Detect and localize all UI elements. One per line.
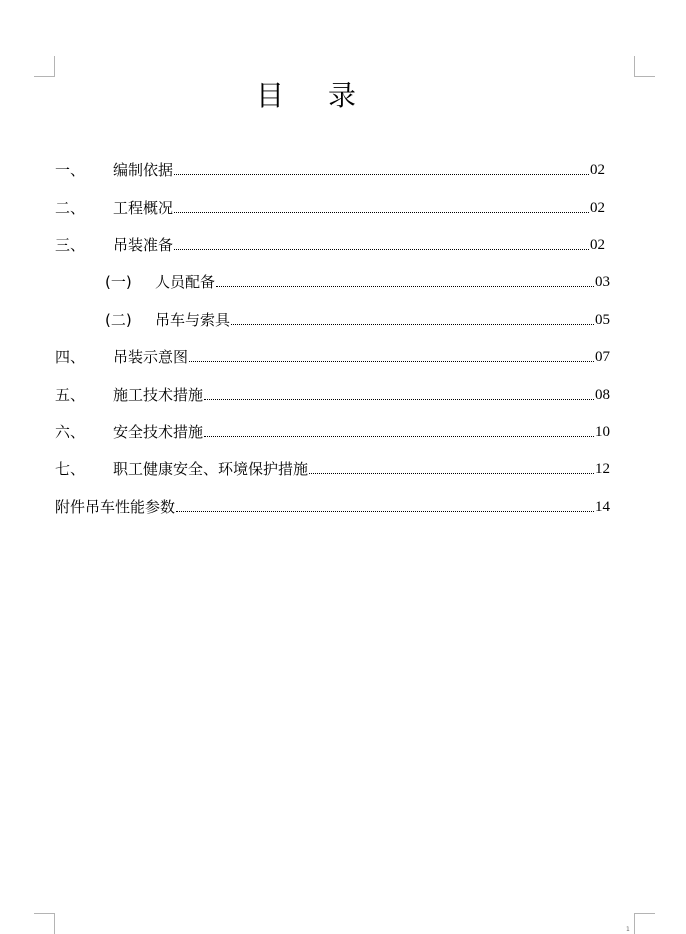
- toc-entry-page: 10: [595, 424, 610, 440]
- toc-entry-title: 吊装示意图: [113, 348, 189, 366]
- toc-dot-leader: [204, 422, 594, 442]
- toc-entry[interactable]: [55, 233, 605, 255]
- toc-dot-leader: [204, 385, 594, 405]
- toc-entry-title: 吊装准备: [113, 236, 174, 254]
- toc-entry[interactable]: [55, 158, 605, 180]
- toc-entry-number: 三、: [55, 236, 86, 254]
- toc-entry-number: 五、: [55, 386, 86, 404]
- toc-entry-page: 08: [595, 387, 610, 403]
- toc-dot-leader: [309, 459, 594, 479]
- page-title: [0, 74, 612, 114]
- toc-entry-page: 02: [590, 162, 605, 178]
- toc-entry-number: (一): [105, 273, 132, 291]
- title-char-2: 录: [328, 79, 357, 112]
- toc-entry-page: 12: [595, 461, 610, 477]
- page-number-mark: 1: [626, 926, 630, 933]
- toc-entry[interactable]: [55, 383, 610, 405]
- toc-entry[interactable]: [55, 457, 610, 479]
- crop-mark-bottom-left: [34, 913, 55, 934]
- toc-entry[interactable]: [55, 196, 605, 218]
- toc-entry-title: 工程概况: [113, 199, 174, 217]
- crop-mark-top-right: [634, 56, 655, 77]
- toc-entry-page: 03: [595, 274, 610, 290]
- toc-entry-title: 人员配备: [155, 273, 216, 291]
- toc-entry-title: 吊车与索具: [155, 311, 231, 329]
- toc-dot-leader: [174, 198, 589, 218]
- toc-entry-number: 二、: [55, 199, 86, 217]
- toc-appendix-entry[interactable]: [55, 495, 610, 517]
- toc-subentry[interactable]: [105, 270, 610, 292]
- toc-subentry[interactable]: [105, 308, 610, 330]
- toc-entry[interactable]: [55, 345, 610, 367]
- toc-dot-leader: [174, 160, 589, 180]
- toc-entry-title: 附件吊车性能参数: [55, 498, 176, 516]
- toc-entry-number: 七、: [55, 460, 86, 478]
- toc-entry-number: 四、: [55, 348, 86, 366]
- title-char-1: 目: [255, 79, 284, 112]
- toc-dot-leader: [176, 497, 594, 517]
- toc-entry-number: 六、: [55, 423, 86, 441]
- toc-dot-leader: [174, 235, 589, 255]
- toc-entry-title: 施工技术措施: [113, 386, 204, 404]
- toc-entry-title: 编制依据: [113, 161, 174, 179]
- toc-entry-number: 一、: [55, 161, 86, 179]
- toc-entry-title: 安全技术措施: [113, 423, 204, 441]
- toc-entry-page: 05: [595, 312, 610, 328]
- toc-entry-page: 02: [590, 200, 605, 216]
- toc-dot-leader: [189, 347, 594, 367]
- toc-entry-page: 02: [590, 237, 605, 253]
- crop-mark-bottom-right: [634, 913, 655, 934]
- toc-dot-leader: [216, 272, 594, 292]
- toc-entry-title: 职工健康安全、环境保护措施: [113, 460, 309, 478]
- toc-entry-page: 07: [595, 349, 610, 365]
- toc-dot-leader: [231, 310, 594, 330]
- toc-entry-number: (二): [105, 311, 132, 329]
- toc-entry[interactable]: [55, 420, 610, 442]
- toc-entry-page: 14: [595, 499, 610, 515]
